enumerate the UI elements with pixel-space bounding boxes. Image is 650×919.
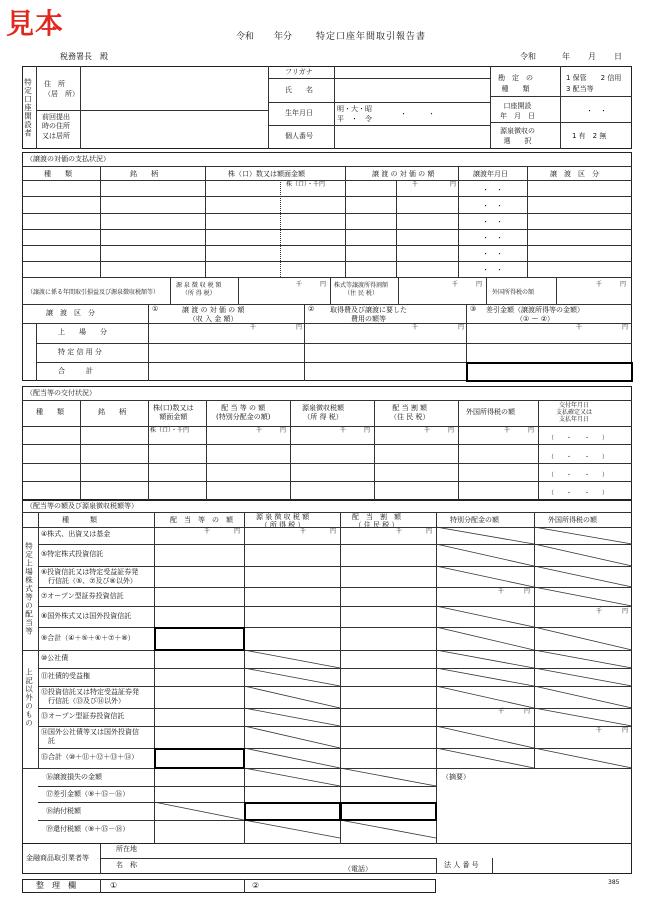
birth-dots: ・ ・ bbox=[400, 110, 435, 118]
g1-row-trust: ⑥投資信託又は特定受益証券発 行信託（⑤、⑦及び⑧以外） bbox=[41, 568, 139, 586]
div-unit-en: 円 bbox=[528, 427, 535, 434]
div-col-type: 種 類 bbox=[36, 408, 64, 416]
div-col-brand: 銘 柄 bbox=[98, 408, 126, 416]
date-day: 日 bbox=[614, 52, 622, 61]
row-payment: ⑱納付税額 bbox=[46, 807, 81, 815]
g1-special-en: 円 bbox=[524, 588, 531, 595]
footer-c2: ② bbox=[252, 881, 260, 890]
div-col-amount: 配 当 等 の 額 (特別分配金の額) bbox=[216, 404, 271, 422]
g1-unit-sen: 千 bbox=[204, 528, 211, 535]
footer-label: 整 理 欄 bbox=[36, 881, 76, 890]
div-col-resident: 配 当 割 額 （住 民 税） bbox=[390, 404, 430, 422]
g1-row-foreign: ⑧国外株式又は国外投資信託 bbox=[41, 612, 132, 620]
summary-c2: 取得費及び譲渡に要した 費用の額等 bbox=[330, 306, 407, 324]
div-col-date: 交付年月日 支払確定又は 支払年月日 bbox=[556, 402, 593, 424]
transfer-date-dots: ・ ・ bbox=[482, 234, 503, 242]
transfer-date-dots: ・ ・ bbox=[482, 218, 503, 226]
broker-block bbox=[22, 844, 632, 874]
date-year: 年 bbox=[562, 52, 570, 61]
account-type-label: 勘 定 の 種 類 bbox=[498, 74, 533, 93]
g1-unit-en: 円 bbox=[330, 528, 337, 535]
sum-unit-sen: 千 bbox=[576, 324, 583, 331]
div-unit-sen: 千 bbox=[256, 427, 263, 434]
g1-row-stock: ④株式、出資又は基金 bbox=[41, 530, 111, 538]
g2-special-en: 円 bbox=[524, 708, 531, 715]
div-unit-en: 円 bbox=[448, 427, 455, 434]
year-unit: 年分 bbox=[274, 32, 293, 42]
tax-item-withholding: 源 泉 徴 収 税 額 （所 得 税） bbox=[176, 282, 222, 297]
tax-unit-sen: 千 bbox=[452, 281, 459, 288]
g1-unit-en: 円 bbox=[234, 528, 241, 535]
furigana-label: フリガナ bbox=[285, 68, 313, 76]
date-month: 月 bbox=[588, 52, 596, 61]
broker-label: 金融商品取引業者等 bbox=[26, 854, 89, 862]
addressee: 税務署長 殿 bbox=[60, 52, 108, 61]
div-unit-shares: 株（口）・千円 bbox=[150, 427, 190, 434]
div-date-paren: （ ・ ・ ） bbox=[548, 490, 609, 497]
detail-col-special: 特別分配金の額 bbox=[450, 516, 499, 524]
div-unit-sen: 千 bbox=[504, 427, 511, 434]
summary-c2-no: ② bbox=[308, 305, 315, 313]
tax-unit-sen: 千 bbox=[296, 281, 303, 288]
transfer-col-date: 譲渡年月日 bbox=[473, 170, 508, 178]
transfer-unit-shares: 株（口）・千円 bbox=[286, 181, 326, 188]
transfer-col-kubun: 譲 渡 区 分 bbox=[550, 170, 599, 178]
transfer-date-dots: ・ ・ bbox=[482, 266, 503, 274]
g2-row-trust: ⑫投資信託又は特定受益証券発 行信託（⑬及び⑭以外） bbox=[41, 688, 139, 706]
detail-col-foreign: 外国所得税の額 bbox=[548, 516, 597, 524]
transfer-unit-sen: 千 bbox=[412, 181, 419, 188]
transfer-date-dots: ・ ・ bbox=[482, 186, 503, 194]
memo-label: （摘要） bbox=[442, 773, 470, 781]
div-date-paren: （ ・ ・ ） bbox=[548, 435, 609, 442]
g1-row-specific: ⑤特定株式投資信託 bbox=[41, 550, 104, 558]
div-unit-sen: 千 bbox=[424, 427, 431, 434]
detail-col-type: 種 類 bbox=[62, 516, 97, 524]
tax-item-foreign: 外国所得税の額 bbox=[492, 289, 535, 296]
form-code: 385 bbox=[608, 879, 620, 886]
transfer-col-type: 種 類 bbox=[44, 170, 72, 178]
summary-row-listed: 上 場 分 bbox=[58, 328, 107, 336]
g2-row-total: ⑮合計（⑩＋⑪＋⑫＋⑬＋⑭） bbox=[41, 753, 139, 761]
broker-name: 名 称 bbox=[116, 861, 137, 869]
broker-corp-no: 法 人 番 号 bbox=[444, 861, 479, 869]
transfer-col-amount: 譲 渡 の 対 価 の 額 bbox=[372, 170, 435, 178]
g1-row-total: ⑨合計（④＋⑤＋⑥＋⑦＋⑧） bbox=[41, 634, 135, 642]
g1-row-open: ⑦オープン型証券投資信託 bbox=[41, 592, 124, 600]
summary-c3: 差引金額（譲渡所得等の金額） （① ー ②） bbox=[486, 306, 584, 324]
summary-c3-no: ③ bbox=[470, 305, 477, 313]
div-col-shares: 株(口)数又は 額面金額 bbox=[153, 404, 194, 422]
detail-col-amount: 配 当 等 の 額 bbox=[170, 516, 233, 524]
g1-special-sen: 千 bbox=[498, 588, 505, 595]
sample-stamp: 見本 bbox=[6, 7, 65, 40]
row-refund: ⑲還付税額（⑨＋⑮－⑱） bbox=[46, 825, 130, 833]
div-col-foreign: 外国所得税の額 bbox=[466, 408, 515, 416]
detail-col-withholding: 源 泉 徴 収 税 額 （ 所 得 税 ） bbox=[256, 513, 310, 530]
payment-withholding-box[interactable] bbox=[244, 802, 341, 821]
transfer-col-shares: 株（口）数又は額面金額 bbox=[228, 170, 305, 178]
personal-no-label: 個人番号 bbox=[285, 132, 313, 140]
g2-row-bond: ⑩公社債 bbox=[41, 654, 69, 662]
div-unit-en: 円 bbox=[280, 427, 287, 434]
g2-foreign-sen: 千 bbox=[596, 727, 603, 734]
birth-eras: 明・大・昭 平 ・ 令 bbox=[337, 105, 372, 123]
div-col-withholding: 源泉徴収税額 （所 得 税） bbox=[302, 404, 344, 422]
name-label: 氏 名 bbox=[285, 86, 313, 94]
payment-resident-box[interactable] bbox=[340, 802, 437, 821]
birth-label: 生年月日 bbox=[285, 109, 313, 117]
owner-side-label: 特定口座開設者 bbox=[23, 78, 33, 138]
address-label: 住 所 （居 所） bbox=[44, 80, 79, 98]
transfer-date-dots: ・ ・ bbox=[482, 202, 503, 210]
summary-row-total: 合 計 bbox=[58, 367, 93, 375]
summary-c1-no: ① bbox=[152, 305, 159, 313]
transfer-tax-label: （譲渡に係る年間取引損益及び源泉徴収税額等） bbox=[27, 289, 160, 296]
open-date-dots: ・ ・ bbox=[586, 107, 607, 115]
transfer-unit-en: 円 bbox=[450, 181, 457, 188]
withholding-options: 1 有 2 無 bbox=[572, 132, 607, 140]
div-date-paren: （ ・ ・ ） bbox=[548, 472, 609, 479]
tax-unit-en: 円 bbox=[320, 281, 327, 288]
era-label: 令和 bbox=[236, 32, 255, 42]
sum-unit-en: 円 bbox=[622, 324, 629, 331]
tax-unit-en: 円 bbox=[476, 281, 483, 288]
group1-label: 特定上場株式等の配当等 bbox=[24, 542, 34, 636]
account-type-options: 1 保管 2 信用 3 配当等 bbox=[566, 74, 622, 94]
withholding-label: 源泉徴収の 選 択 bbox=[500, 127, 535, 145]
tax-unit-sen: 千 bbox=[596, 281, 603, 288]
transfer-date-dots: ・ ・ bbox=[482, 250, 503, 258]
open-date-label: 口座開設 年 月 日 bbox=[500, 102, 535, 120]
sum-unit-sen: 千 bbox=[412, 324, 419, 331]
detail-col-resident: 配 当 割 額 （ 住 民 税 ） bbox=[352, 513, 401, 530]
g1-unit-sen: 千 bbox=[300, 528, 307, 535]
summary-c1: 譲 渡 の 対 価 の 額 （収 入 金 額） bbox=[182, 306, 245, 324]
div-unit-en: 円 bbox=[364, 427, 371, 434]
row-diff: ⑰差引金額（⑨＋⑮－⑯） bbox=[46, 790, 130, 798]
g2-row-beneficial: ⑪社債的受益権 bbox=[41, 672, 90, 680]
date-era: 令和 bbox=[520, 52, 536, 61]
detail-title: （配当等の額及び源泉徴収税額等） bbox=[26, 502, 138, 510]
transfer-col-brand: 銘 柄 bbox=[130, 170, 158, 178]
transfer-title: （譲渡の対価の支払状況） bbox=[26, 155, 110, 163]
div-unit-sen: 千 bbox=[340, 427, 347, 434]
group2-label: 上記以外のもの bbox=[24, 668, 34, 728]
dividend-title: （配当等の交付状況） bbox=[26, 389, 96, 397]
sum-unit-sen: 千 bbox=[250, 324, 257, 331]
g1-foreign-en: 円 bbox=[622, 608, 629, 615]
g2-special-sen: 千 bbox=[498, 708, 505, 715]
g2-foreign-en: 円 bbox=[622, 727, 629, 734]
broker-location: 所在地 bbox=[116, 845, 137, 853]
form-title: 特定口座年間取引報告書 bbox=[316, 32, 427, 42]
row-loss: ⑯譲渡損失の金額 bbox=[46, 773, 102, 781]
broker-phone: （電話） bbox=[344, 865, 372, 873]
tax-item-resident: 株式等譲渡所得割額 （住 民 税） bbox=[334, 282, 389, 297]
footer-c1: ① bbox=[110, 881, 118, 890]
g2-row-open: ⑬オープン型証券投資信託 bbox=[41, 712, 125, 720]
summary-kubun: 譲 渡 区 分 bbox=[46, 309, 95, 317]
sum-unit-en: 円 bbox=[296, 324, 303, 331]
prev-address-label: 前回提出 時の住所 又は居所 bbox=[42, 113, 70, 140]
footer-box bbox=[22, 879, 436, 893]
g2-row-foreign: ⑭国外公社債等又は国外投資信 託 bbox=[41, 728, 139, 746]
summary-row-credit: 特 定 信 用 分 bbox=[58, 348, 102, 356]
div-date-paren: （ ・ ・ ） bbox=[548, 454, 609, 461]
tax-unit-en: 円 bbox=[620, 281, 627, 288]
g1-foreign-sen: 千 bbox=[596, 608, 603, 615]
sum-unit-en: 円 bbox=[458, 324, 465, 331]
g1-unit-en: 円 bbox=[426, 528, 433, 535]
g1-unit-sen: 千 bbox=[396, 528, 403, 535]
